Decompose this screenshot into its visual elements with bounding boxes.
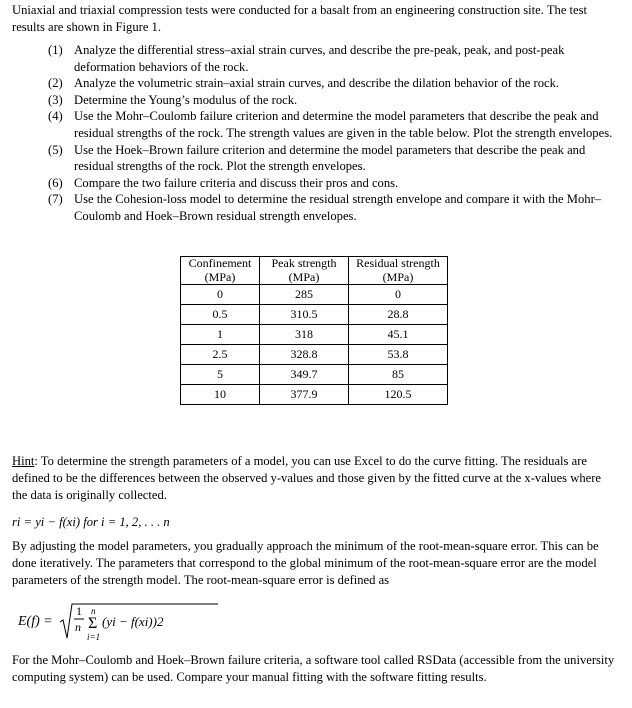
rms-error-formula: [18, 600, 218, 644]
strength-table: [180, 256, 448, 405]
table-cell: 318: [260, 325, 349, 345]
sum-lower-limit: i=1: [87, 632, 101, 642]
item-number: (3): [48, 92, 63, 107]
list-item: [48, 75, 618, 92]
sum-sign-icon: Σ: [88, 615, 98, 632]
column-header-peak-strength: Peak strength (MPa): [260, 257, 349, 285]
table-row: [181, 345, 448, 365]
table-cell: 53.8: [349, 345, 448, 365]
table-cell: 328.8: [260, 345, 349, 365]
table-row: [181, 385, 448, 405]
table-cell: 10: [181, 385, 260, 405]
fraction-numerator: 1: [76, 604, 82, 618]
item-text: Use the Mohr–Coulomb failure criterion and determine the model parameters that describe the peak and residual strengths of the rock. The strength values are given in the table below. Plot the strength envelopes.: [74, 109, 613, 140]
table-header-row: [181, 257, 448, 285]
formula-lhs: E(f) =: [18, 614, 53, 629]
task-list: [48, 42, 618, 225]
item-number: (2): [48, 76, 63, 91]
item-number: (4): [48, 109, 63, 124]
list-item: [48, 108, 618, 141]
table-cell: 45.1: [349, 325, 448, 345]
table-cell: 285: [260, 285, 349, 305]
fraction-denominator: n: [75, 620, 81, 634]
item-text: Determine the Young’s modulus of the rock.: [74, 92, 298, 107]
table-cell: 28.8: [349, 305, 448, 325]
item-number: (7): [48, 192, 63, 207]
table-cell: 310.5: [260, 305, 349, 325]
table-cell: 5: [181, 365, 260, 385]
table-row: [181, 365, 448, 385]
table-cell: 1: [181, 325, 260, 345]
column-header-confinement: Confinement (MPa): [181, 257, 260, 285]
table-row: [181, 305, 448, 325]
list-item: [48, 175, 618, 192]
item-text: Use the Cohesion-loss model to determine the residual strength envelope and compare it with the Mohr–Coulomb and Hoek–Brown residual strength envelopes.: [74, 192, 602, 223]
hint-text: : To determine the strength parameters of a model, you can use Excel to do the curve fitting. The residuals are defined to be the differences between the observed y-values and those given by the fitted curve at the x-values where the data is originally collected.: [12, 454, 601, 502]
item-number: (6): [48, 175, 63, 190]
hint-paragraph: [12, 453, 618, 504]
closing-paragraph: For the Mohr–Coulomb and Hoek–Brown failure criteria, a software tool called RSData (accessible from the university computing system) can be used. Compare your manual fitting with the software fitting results.: [12, 653, 615, 684]
formula-body: (yi − f(xi))2: [102, 614, 164, 629]
item-text: Analyze the volumetric strain–axial strain curves, and describe the dilation behavior of the rock.: [74, 76, 560, 91]
list-item: [48, 42, 618, 75]
column-header-residual-strength: Residual strength (MPa): [349, 257, 448, 285]
table-cell: 349.7: [260, 365, 349, 385]
table-cell: 85: [349, 365, 448, 385]
item-text: Use the Hoek–Brown failure criterion and determine the model parameters that describe the peak and residual strengths of the rock. Plot the strength envelopes.: [74, 142, 586, 174]
table-cell: 377.9: [260, 385, 349, 405]
list-item: [48, 191, 618, 224]
item-number: (1): [48, 43, 63, 57]
table-cell: 0: [181, 285, 260, 305]
adjust-paragraph: By adjusting the model parameters, you gradually approach the minimum of the root-mean-square error. This can be done iteratively. The parameters that correspond to the global minimum of the root-mean-square error are the model parameters of the strength model. The root-mean-square error is defined as: [12, 539, 599, 587]
item-text: Analyze the differential stress–axial strain curves, and describe the pre-peak, peak, and post-peak deformation behaviors of the rock.: [74, 43, 565, 74]
item-text: Compare the two failure criteria and discuss their pros and cons.: [74, 175, 399, 190]
table-row: [181, 285, 448, 305]
table-cell: 0: [349, 285, 448, 305]
item-number: (5): [48, 142, 63, 157]
table-row: [181, 325, 448, 345]
list-item: [48, 92, 618, 109]
table-cell: 120.5: [349, 385, 448, 405]
table-cell: 2.5: [181, 345, 260, 365]
intro-paragraph: Uniaxial and triaxial compression tests were conducted for a basalt from an engineering construction site. The test results are shown in Figure 1.: [12, 3, 588, 34]
hint-label: Hint: [12, 454, 35, 468]
table-cell: 0.5: [181, 305, 260, 325]
sum-upper-limit: n: [91, 606, 96, 616]
list-item: [48, 142, 618, 175]
residual-equation: ri = yi − f(xi) for i = 1, 2, . . . n: [12, 515, 170, 529]
